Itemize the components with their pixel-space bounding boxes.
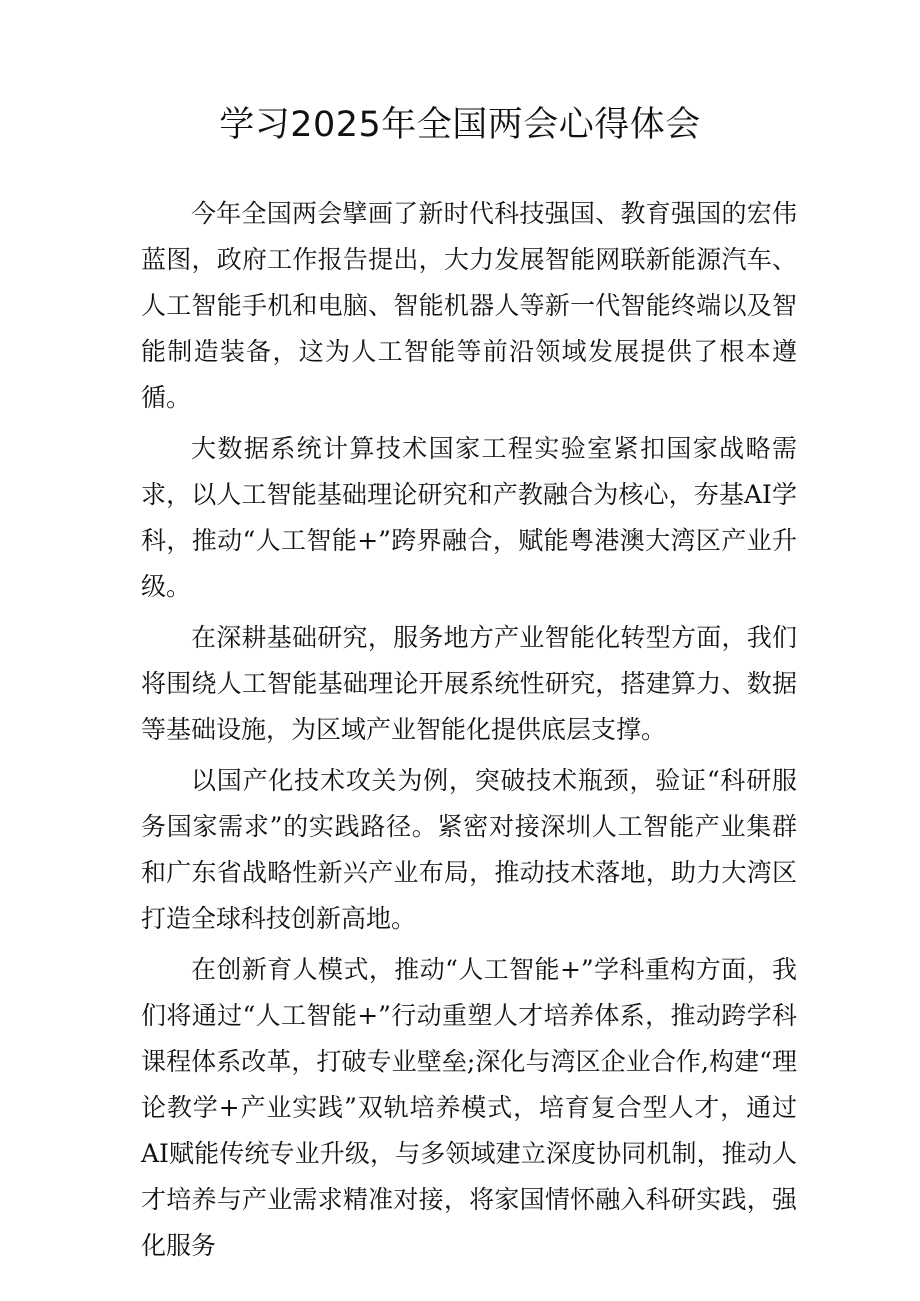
paragraph: 在深耕基础研究，服务地方产业智能化转型方面，我们将围绕人工智能基础理论开展系统性研究，搭建算力、数据等基础设施，为区域产业智能化提供底层支撑。 xyxy=(141,623,797,744)
paragraph: 今年全国两会擘画了新时代科技强国、教育强国的宏伟蓝图，政府工作报告提出，大力发展智能网联新能源汽车、人工智能手机和电脑、智能机器人等新一代智能终端以及智能制造装备，这为人工智能等前沿领域发展提供了根本遵循。 xyxy=(141,199,797,412)
document-body xyxy=(141,191,797,1268)
paragraph: 以国产化技术攻关为例，突破技术瓶颈，验证“科研服务国家需求”的实践路径。紧密对接深圳人工智能产业集群和广东省战略性新兴产业布局，推动技术落地，助力大湾区打造全球科技创新高地。 xyxy=(141,766,797,933)
paragraph: 大数据系统计算技术国家工程实验室紧扣国家战略需求，以人工智能基础理论研究和产教融合为核心，夯基AI学科，推动“人工智能+”跨界融合，赋能粤港澳大湾区产业升级。 xyxy=(141,434,797,601)
paragraph: 在创新育人模式，推动“人工智能+”学科重构方面，我们将通过“人工智能+”行动重塑人才培养体系，推动跨学科课程体系改革，打破专业壁垒;深化与湾区企业合作,构建“理论教学+产业实践”双轨培养模式，培育复合型人才，通过AI赋能传统专业升级，与多领域建立深度协同机制，推动人才培养与产业需求精准对接，将家国情怀融入科研实践，强化服务 xyxy=(141,955,797,1260)
document-title: 学习2025年全国两会心得体会 xyxy=(219,105,701,145)
